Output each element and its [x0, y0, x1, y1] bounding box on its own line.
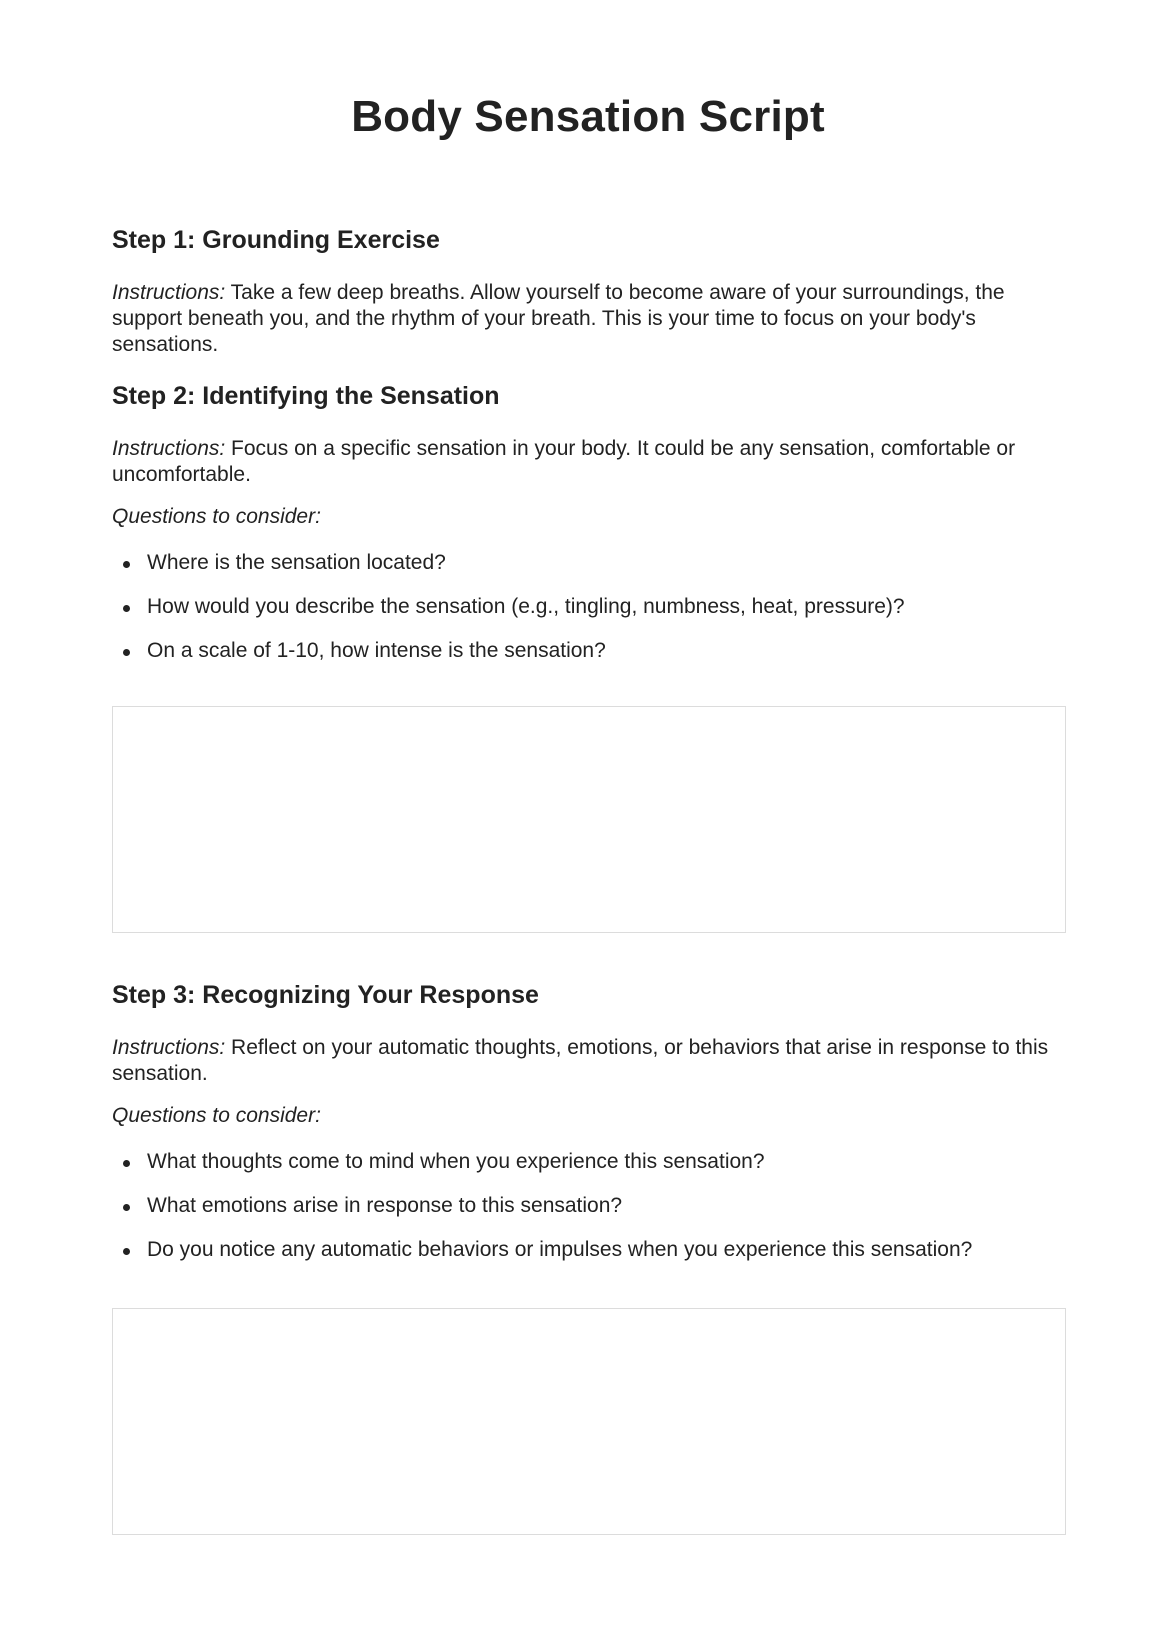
- list-item: How would you describe the sensation (e.g., tingling, numbness, heat, pressure)?: [112, 594, 1066, 620]
- step-3-questions-label: Questions to consider:: [112, 1104, 321, 1127]
- instructions-text: Reflect on your automatic thoughts, emotions, or behaviors that arise in response to this sensation.: [112, 1036, 1049, 1085]
- instructions-text: Take a few deep breaths. Allow yourself to become aware of your surroundings, the support beneath you, and the rhythm of your breath. This is your time to focus on your body's sensations.: [112, 281, 1005, 356]
- instructions-text: Focus on a specific sensation in your body. It could be any sensation, comfortable or uncomfortable.: [112, 437, 1016, 486]
- step-2-section: [112, 382, 1066, 682]
- page-title: Body Sensation Script: [351, 92, 825, 141]
- step-1-instructions: [112, 280, 1066, 358]
- step-3-question-list: [112, 1149, 1066, 1263]
- instructions-label: Instructions:: [112, 281, 226, 304]
- step-2-question-list: [112, 550, 1066, 664]
- list-item: What emotions arise in response to this sensation?: [112, 1193, 1066, 1219]
- step-1-section: [112, 226, 1066, 358]
- list-item: What thoughts come to mind when you experience this sensation?: [112, 1149, 1066, 1175]
- instructions-label: Instructions:: [112, 1036, 226, 1059]
- step-2-answer-box[interactable]: [112, 706, 1066, 933]
- step-3-answer-box[interactable]: [112, 1308, 1066, 1535]
- list-item: Where is the sensation located?: [112, 550, 1066, 576]
- step-3-heading: Step 3: Recognizing Your Response: [112, 981, 539, 1009]
- instructions-label: Instructions:: [112, 437, 226, 460]
- step-2-heading: Step 2: Identifying the Sensation: [112, 382, 500, 410]
- list-item: Do you notice any automatic behaviors or impulses when you experience this sensation?: [112, 1237, 1066, 1263]
- step-1-heading: Step 1: Grounding Exercise: [112, 226, 440, 254]
- step-3-section: [112, 981, 1066, 1281]
- step-2-instructions: [112, 436, 1066, 488]
- list-item: On a scale of 1-10, how intense is the sensation?: [112, 638, 1066, 664]
- step-2-questions-label: Questions to consider:: [112, 505, 321, 528]
- step-3-instructions: [112, 1035, 1066, 1087]
